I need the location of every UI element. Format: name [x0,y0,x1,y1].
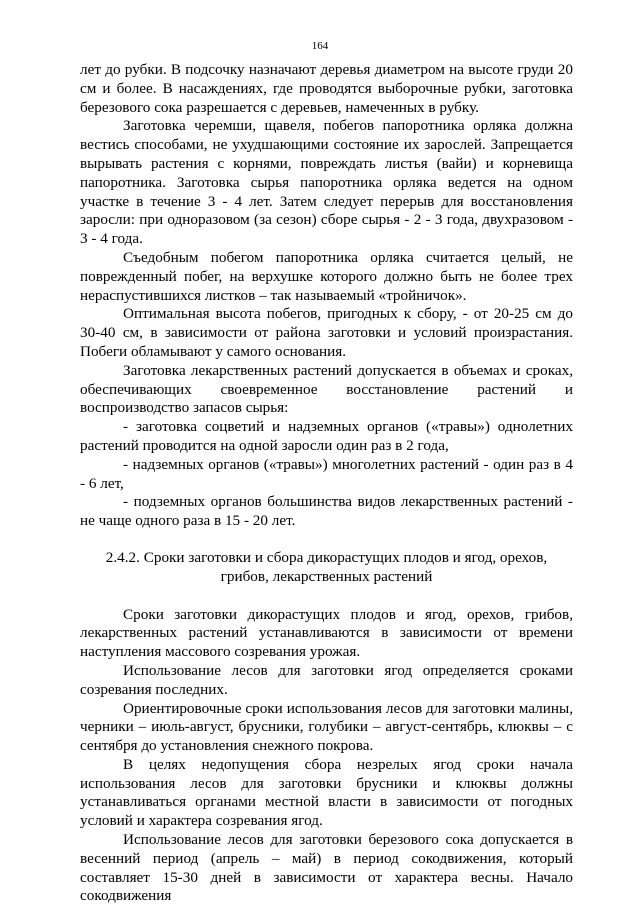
paragraph: Использование лесов для заготовки березового сока допускается в весенний период (апрель – май) в период сокодвижения, который составляет 15-30 дней в зависимости от характера весны. Начало сокодвижения [80,831,573,905]
paragraph: Заготовка черемши, щавеля, побегов папоротника орляка должна вестись способами, не ухудшающими состояние их зарослей. Запрещается вырывать растения с корнями, повреждать листья (вайи) и корневища папоротника. Заготовка сырья папоротника орляка ведется на одном участке в течение 3 - 4 лет. Затем следует перерыв для восстановления заросли: при одноразовом (за сезон) сборе сырья - 2 - 3 года, двухразовом - 3 - 4 года. [80,117,573,248]
list-item: - подземных органов большинства видов лекарственных растений - не чаще одного раза в 15 - 20 лет. [80,493,573,530]
paragraph: Оптимальная высота побегов, пригодных к сбору, - от 20-25 см до 30-40 см, в зависимости от района заготовки и условий произрастания. Побеги обламывают у самого основания. [80,305,573,360]
paragraph: Ориентировочные сроки использования лесов для заготовки малины, черники – июль-август, брусники, голубики – август-сентябрь, клюквы – с сентября до установления снежного покрова. [80,699,573,755]
list-item: - надземных органов («травы») многолетних растений - один раз в 4 - 6 лет, [80,455,573,492]
page-number: 164 [311,40,329,52]
section-heading [80,549,573,587]
paragraph: Заготовка лекарственных растений допускается в объемах и сроках, обеспечивающих своевременное восстановление растений и воспроизводство запасов сырья: [80,361,573,417]
paragraph: лет до рубки. В подсочку назначают деревья диаметром на высоте груди 20 см и более. В насаждениях, где проводятся выборочные рубки, заготовка березового сока разрешается с деревьев, намеченных в рубку. [80,61,573,116]
paragraph: В целях недопущения сбора незрелых ягод сроки начала использования лесов для заготовки брусники и клюквы должны устанавливаться органами местной власти в зависимости от погодных условий и характера созревания ягод. [80,755,573,830]
list-item: - заготовка соцветий и надземных органов («травы») однолетних растений проводится на одной заросли один раз в 2 года, [80,418,573,454]
section-heading-line-1: 2.4.2. Сроки заготовки и сбора дикорастущих плодов и ягод, орехов, [105,548,548,566]
paragraph: Съедобным побегом папоротника орляка считается целый, не поврежденный побег, на верхушке которого должно быть не более трех нераспустившихся листков – так называемый «тройничок». [80,248,573,304]
section-heading-line-2: грибов, лекарственных растений [220,567,433,585]
paragraph: Сроки заготовки дикорастущих плодов и ягод, орехов, грибов, лекарственных растений устанавливаются в зависимости от времени наступления массового созревания урожая. [80,605,573,661]
paragraph: Использование лесов для заготовки ягод определяется сроками созревания последних. [80,661,573,698]
page-body [80,61,573,906]
